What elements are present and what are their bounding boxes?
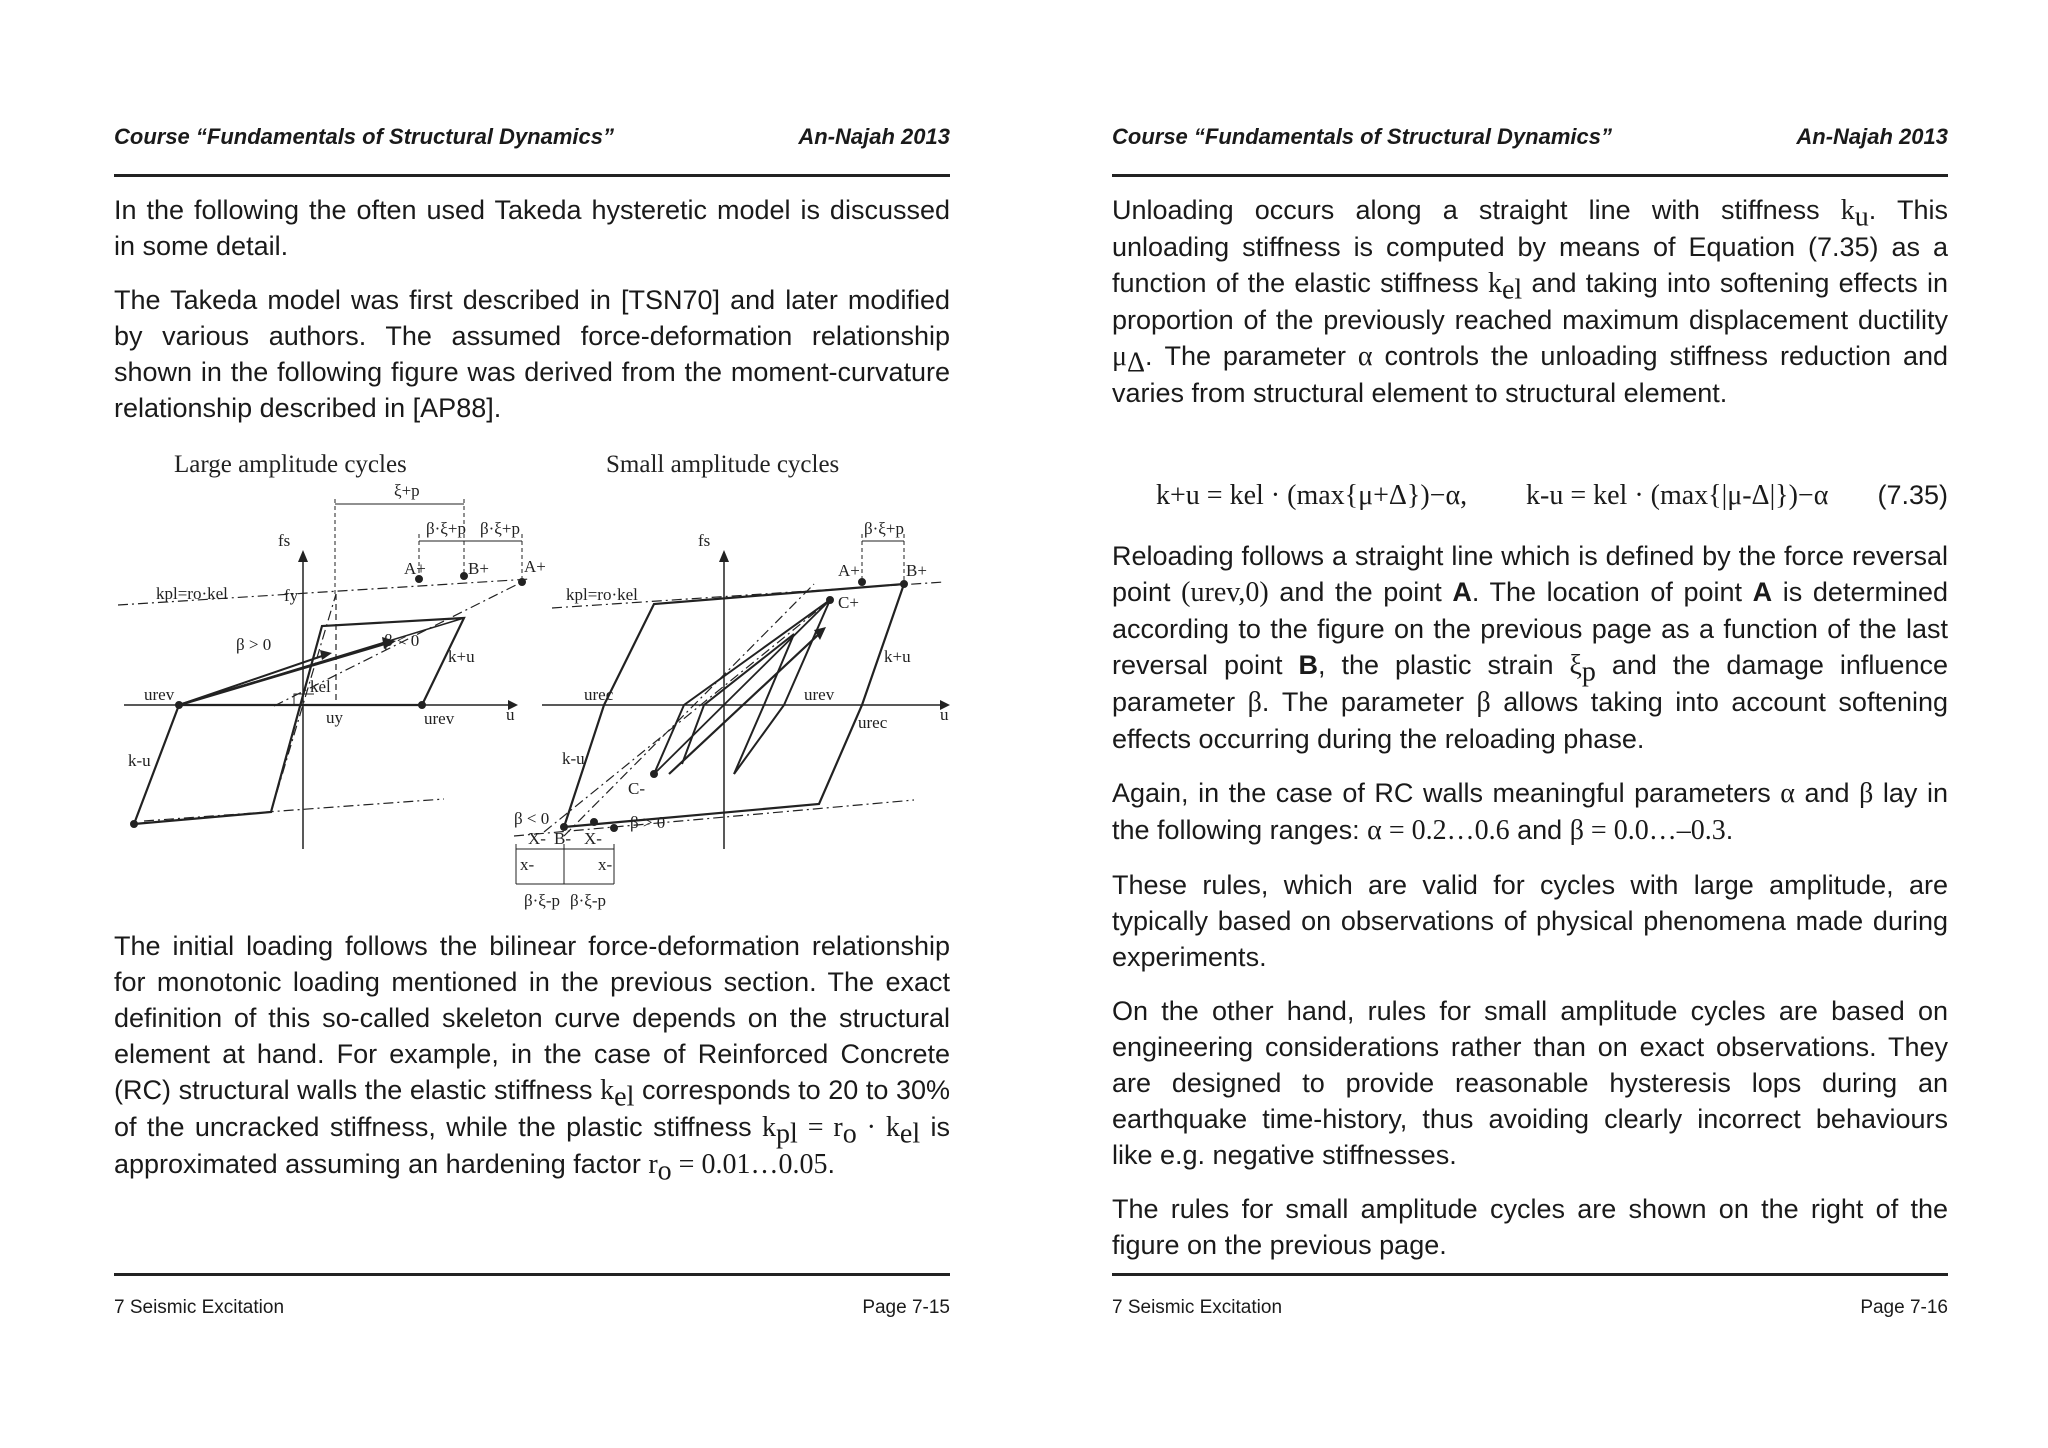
equation-number: (7.35): [1877, 480, 1948, 510]
paragraph: The initial loading follows the bilinear force-deformation relationship for monotonic loading mentioned in the previous section. The exact definition of this so-called skeleton curve depends on the structural element at hand. For example, in the case of Reinforced Concrete (RC) structural walls the elastic stiffness $k_{el}$ corresponds to 20 to 30% of the uncracked stiffness, while the plastic stiffness $k_{pl} = r_o \cdot k_{el}$ is approximated assuming an hardening factor $r_o$ = 0.01…0.05.: [114, 931, 951, 1187]
label-C-plus: C+: [838, 593, 859, 612]
label-urev: urev: [804, 685, 835, 704]
label-kpl: kpl=ro·kel: [566, 585, 638, 604]
label-ku-minus: k-u: [128, 751, 151, 770]
label-ku-plus: k+u: [448, 647, 475, 666]
label-beta-xi-minus: β·ξ-p: [570, 891, 607, 910]
label-A-plus: A+: [838, 561, 860, 580]
header-rule: [114, 174, 950, 177]
label-beta-neg: β < 0: [514, 809, 550, 828]
edition-label: An-Najah 2013: [798, 124, 950, 149]
label-kel: kel: [310, 677, 331, 696]
label-A-plus: A+: [524, 557, 546, 576]
label-urev: urev: [144, 685, 175, 704]
chapter-label: 7 Seismic Excitation: [114, 1297, 285, 1318]
footer-rule: [1112, 1273, 1948, 1276]
figure-title-small: Small amplitude cycles: [606, 451, 840, 478]
paragraph: These rules, which are valid for cycles with large amplitude, are typically based on observations of physical phenomena made during experiments.: [1112, 870, 1948, 972]
label-u: u: [940, 705, 949, 724]
takeda-hysteresis-figure: [114, 444, 950, 914]
header-rule: [1112, 174, 1948, 177]
label-ku-minus: k-u: [562, 749, 585, 768]
label-beta-xi-minus: β·ξ-p: [524, 891, 561, 910]
figure-title-large: Large amplitude cycles: [174, 451, 407, 478]
label-beta-xi-plus: β·ξ+p: [480, 519, 520, 538]
label-ku-plus: k+u: [884, 647, 911, 666]
label-C-minus: C-: [628, 779, 645, 798]
label-urev: urev: [424, 709, 455, 728]
paragraph: Again, in the case of RC walls meaningful parameters α and β lay in the following ranges: α = 0.2…0.6 and β = 0.0…–0.3.: [1112, 778, 1948, 846]
reloading-text: [1112, 538, 1948, 1281]
label-fs: fs: [278, 531, 291, 550]
equation-ku-plus: k+u = kel · (max{μ+Δ})−α,: [1156, 480, 1468, 511]
paragraph: The Takeda model was first described in [TSN70] and later modified by various authors. The assumed force-deformation relationship shown in the following figure was derived from the moment-curvature relationship described in [AP88].: [114, 285, 950, 423]
label-beta-pos: β > 0: [236, 635, 272, 654]
label-B-plus: B+: [468, 559, 489, 578]
label-B-minus: B-: [554, 829, 571, 848]
paragraph: The rules for small amplitude cycles are shown on the right of the figure on the previous page.: [1112, 1194, 1948, 1260]
label-beta-xi-plus: β·ξ+p: [426, 519, 466, 538]
label-kpl: kpl=ro·kel: [156, 584, 228, 603]
label-X-minus: X-: [528, 829, 546, 848]
equation-ku-minus: k-u = kel · (max{|μ-Δ|})−α: [1526, 480, 1829, 511]
paragraph: Reloading follows a straight line which is defined by the force reversal point (urev,0) and the point A. The location of point A is determined according to the figure on the previous page as a function of the last reversal point B, the plastic strain $\xi_p$ and the damage influence parameter β. The parameter β allows taking into account softening effects occurring during the reloading phase.: [1112, 541, 1949, 754]
course-title: Course “Fundamentals of Structural Dynamics”: [114, 124, 614, 149]
label-xi-p-plus: ξ+p: [394, 481, 420, 500]
page-header: [1112, 124, 1948, 154]
intro-text: [114, 192, 950, 444]
label-x-minus: x-: [598, 855, 613, 874]
label-beta-xi-plus: β·ξ+p: [864, 519, 904, 538]
page-header: [114, 124, 950, 154]
label-X-minus: X-: [584, 829, 602, 848]
explanation-text: [114, 928, 950, 1201]
label-urec: urec: [858, 713, 888, 732]
equation-7-35: [1112, 474, 1948, 520]
label-u: u: [506, 705, 515, 724]
large-amplitude-panel: [118, 481, 546, 849]
label-fs: fs: [698, 531, 711, 550]
figure-svg: [114, 444, 950, 914]
paragraph: On the other hand, rules for small amplitude cycles are based on engineering considerations rather than on exact observations. They are designed to provide reasonable hysteresis lops during an earthquake time-history, thus avoiding clearly incorrect behaviours like e.g. negative stiffnesses.: [1112, 996, 1948, 1170]
course-title: Course “Fundamentals of Structural Dynamics”: [1112, 124, 1612, 149]
paragraph: Unloading occurs along a straight line with stiffness $k_u$. This unloading stiffness is computed by means of Equation (7.35) as a function of the elastic stiffness $k_{el}$ and taking into softening effects in proportion of the previously reached maximum displacement ductility $\mu_\Delta$. The parameter α controls the unloading stiffness reduction and varies from structural element to structural element.: [1112, 195, 1948, 408]
label-beta-pos: β > 0: [630, 813, 666, 832]
chapter-label: 7 Seismic Excitation: [1112, 1297, 1283, 1318]
paragraph: In the following the often used Takeda hysteretic model is discussed in some detail.: [114, 195, 950, 261]
footer-rule: [114, 1273, 950, 1276]
unloading-text: [1112, 192, 1948, 429]
left-page: [114, 0, 950, 1448]
small-amplitude-panel: [514, 519, 950, 910]
page-number: Page 7-15: [862, 1297, 950, 1318]
label-fy: fy: [284, 586, 299, 605]
label-B-plus: B+: [906, 561, 927, 580]
page-number: Page 7-16: [1860, 1297, 1948, 1318]
label-A-plus: A+: [404, 559, 426, 578]
label-beta-neg: β < 0: [384, 631, 420, 650]
edition-label: An-Najah 2013: [1796, 124, 1948, 149]
right-page: [1112, 0, 1948, 1448]
label-urec: urec: [584, 685, 614, 704]
label-x-minus: x-: [520, 855, 535, 874]
label-uy: uy: [326, 708, 343, 727]
